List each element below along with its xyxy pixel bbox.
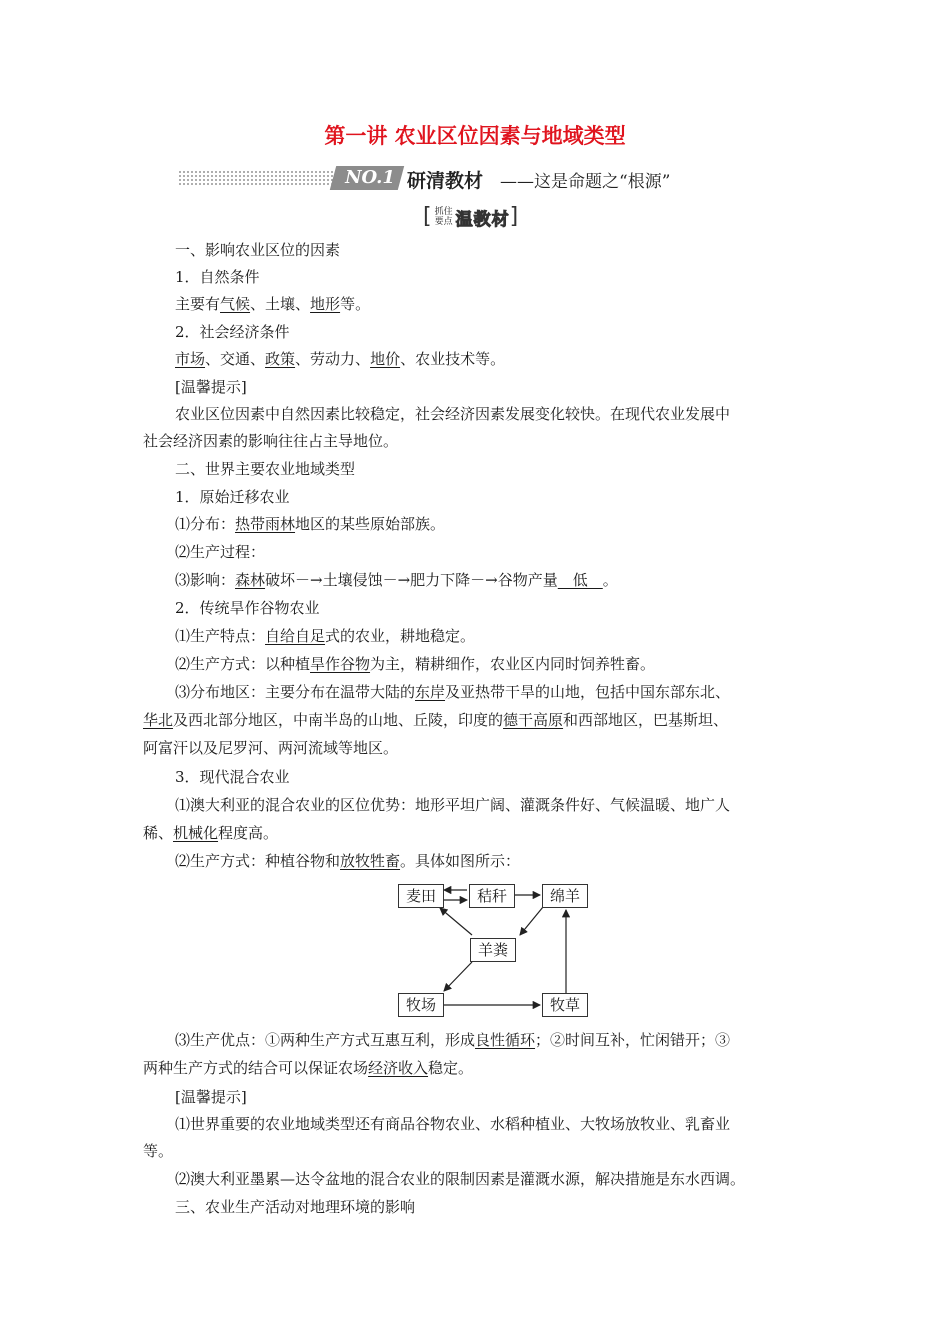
s1-item-1-text: 主要有气候、土壤、地形等。 (175, 295, 371, 313)
badge-big-text: 温教材 (455, 209, 510, 230)
dotted-decoration (178, 170, 343, 186)
node-wheat-field: 麦田 (398, 884, 444, 908)
arrow-manure-to-pasture (444, 962, 472, 991)
node-sheep: 绵羊 (542, 884, 588, 908)
review-badge (423, 204, 518, 230)
banner-heading: 研清教材 (407, 170, 484, 192)
tip-2-line-3: ⑵澳大利亚墨累—达令盆地的混合农业的限制因素是灌溉水源，解决措施是东水西调。 (175, 1170, 746, 1188)
s2-type-3-advantage-1: ⑴澳大利亚的混合农业的区位优势：地形平坦广阔、灌溉条件好、气候温暖、地广人 (175, 796, 731, 814)
s2-type-3-advantage-2: 稀、机械化程度高。 (143, 824, 279, 842)
section-1-heading: 一、影响农业区位的因素 (175, 241, 341, 259)
s2-type-1-distribution: ⑴分布：热带雨林地区的某些原始部族。 (175, 515, 446, 533)
banner-subtitle: ——这是命题之“根源” (500, 172, 671, 192)
section-banner (178, 166, 728, 190)
tip-label-2: [温馨提示] (175, 1088, 247, 1106)
tip-2-line-2: 等。 (143, 1142, 174, 1160)
s1-item-2-title: 2．社会经济条件 (175, 323, 290, 341)
mixed-farming-diagram (396, 880, 596, 1020)
arrow-sheep-to-manure (520, 907, 543, 935)
node-pasture: 牧场 (398, 993, 444, 1017)
node-manure: 羊粪 (470, 938, 516, 962)
s2-type-2-title: 2．传统旱作谷物农业 (175, 599, 320, 617)
s2-type-3-benefits-1: ⑶生产优点：①两种生产方式互惠互利，形成良性循环；②时间互补，忙闲错开；③ (175, 1031, 731, 1049)
section-3-heading: 三、农业生产活动对地理环境的影响 (175, 1198, 416, 1216)
arrow-manure-to-wheat (440, 908, 472, 935)
s2-type-3-method: ⑵生产方式：种植谷物和放牧牲畜。具体如图所示： (175, 852, 521, 870)
s2-type-1-process: ⑵生产过程： (175, 543, 266, 561)
badge-small-1: 抓住 (434, 207, 453, 217)
section-2-heading: 二、世界主要农业地域类型 (175, 460, 356, 478)
badge-small-2: 要点 (434, 217, 453, 227)
node-straw: 秸秆 (469, 884, 515, 908)
s2-type-3-title: 3．现代混合农业 (175, 768, 290, 786)
tip-1-line-2: 社会经济因素的影响往往占主导地位。 (143, 432, 399, 450)
s1-item-2-text: 市场、交通、政策、劳动力、地价、农业技术等。 (175, 350, 506, 368)
badge-bracket-right: ] (509, 204, 519, 229)
badge-small-text (435, 207, 453, 227)
node-forage-grass: 牧草 (542, 993, 588, 1017)
tip-2-line-1: ⑴世界重要的农业地域类型还有商品谷物农业、水稻种植业、大牧场放牧业、乳畜业 (175, 1115, 731, 1133)
s2-type-1-title: 1．原始迁移农业 (175, 488, 290, 506)
s2-type-2-area-1: ⑶分布地区：主要分布在温带大陆的东岸及亚热带干旱的山地，包括中国东部东北、 (175, 683, 731, 701)
s2-type-1-impact: ⑶影响：森林破坏－→土壤侵蚀－→肥力下降－→谷物产量 低 。 (175, 571, 618, 589)
s2-type-2-feature: ⑴生产特点：自给自足式的农业，耕地稳定。 (175, 627, 476, 645)
s2-type-2-area-2: 华北及西北部分地区，中南半岛的山地、丘陵，印度的德干高原和西部地区，巴基斯坦、 (143, 711, 729, 729)
s1-item-1-title: 1．自然条件 (175, 268, 260, 286)
s2-type-2-area-3: 阿富汗以及尼罗河、两河流域等地区。 (143, 739, 399, 757)
tip-1-line-1: 农业区位因素中自然因素比较稳定，社会经济因素发展变化较快。在现代农业发展中 (175, 405, 731, 423)
tip-label-1: [温馨提示] (175, 378, 247, 396)
s2-type-2-method: ⑵生产方式：以种植旱作谷物为主，精耕细作，农业区内同时饲养牲畜。 (175, 655, 656, 673)
page-title: 第一讲 农业区位因素与地域类型 (324, 124, 626, 148)
no-label: NO.1 (345, 167, 395, 188)
badge-bracket-left: [ (423, 204, 432, 229)
s2-type-3-benefits-2: 两种生产方式的结合可以保证农场经济收入稳定。 (143, 1059, 474, 1077)
